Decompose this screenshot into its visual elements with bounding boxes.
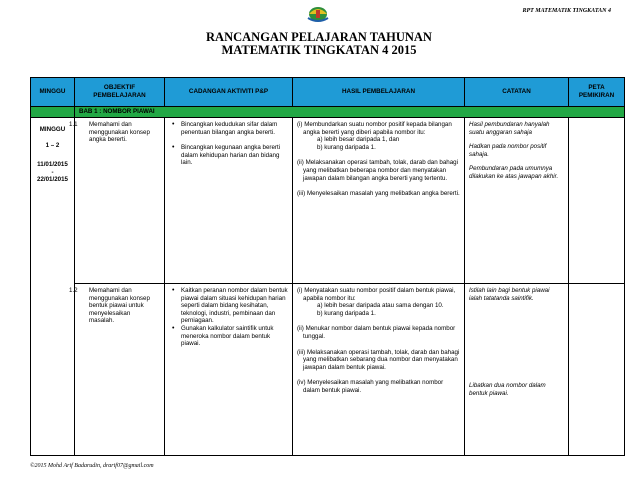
objective-cell: 1.1 Memahami dan menggunakan konsep angka bererti.	[75, 118, 165, 284]
thinking-map-cell	[569, 118, 625, 284]
notes-cell: Hasil pembundaran hanyalah suatu anggaran sahaja Hadkan pada nombor positif sahaja. Pembundaran pada umumnya dilakukan ke atas jawapan akhir.	[465, 118, 569, 284]
table-row	[31, 284, 625, 456]
chapter-label: BAB 1 : NOMBOR PIAWAI	[75, 107, 625, 118]
col-header-cadangan: CADANGAN AKTIVITI P&P	[165, 78, 293, 107]
list-item: • Bincangkan kedudukan sifar dalam penentuan bilangan angka bererti.	[169, 121, 288, 136]
outcome-cell: (i) Menyatakan suatu nombor positif dalam bentuk piawai, apabila nombor itu: a) lebih besar daripada atau sama dengan 10. b) kurang daripada 1. (ii) Menukar nombor dalam bentuk piawai kepada nombor tunggal. (iii) Melaksanakan operasi tambah, tolak, darab dan bahagi yang melibatkan sebarang dua nombor dan menyatakan jawapan dalam bentuk piawai. (iv) Menyelesaikan masalah yang melibatkan nombor dalam bentuk piawai.	[293, 284, 465, 456]
list-item: • Kaitkan peranan nombor dalam bentuk piawai dalam situasi kehidupan harian seperti dalam bidang kesihatan, teknologi, industri, pembinaan dan perniagaan.	[169, 287, 288, 325]
list-item: • Gunakan kalkulator saintifik untuk meneroka nombor dalam bentuk piawai.	[169, 325, 288, 348]
activity-cell	[165, 284, 293, 456]
notes-cell: Istilah lain bagi bentuk piawai ialah tatatanda saintifik. Libatkan dua nombor dalam bentuk piawai.	[465, 284, 569, 456]
table-header-row	[31, 78, 625, 107]
table-row	[31, 118, 625, 284]
lesson-plan-table	[30, 77, 625, 456]
col-header-peta: PETA PEMIKIRAN	[569, 78, 625, 107]
col-header-catatan: CATATAN	[465, 78, 569, 107]
objective-cell: 1.2 Memahami dan menggunakan konsep bentuk piawai untuk menyelesaikan masalah.	[75, 284, 165, 456]
outcome-cell: (i) Membundarkan suatu nombor positif kepada bilangan angka bererti yang diberi apabila nombor itu: a) lebih besar daripada 1, dan b) kurang daripada 1. (ii) Melaksanakan operasi tambah, tolak, darab dan bahagi yang melibatkan beberapa nombor dan menyatakan jawapan dalam bilangan angka bererti yang tertentu. (iii) Menyelesaikan masalah yang melibatkan angka bererti.	[293, 118, 465, 284]
document-title	[0, 31, 638, 57]
col-header-hasil: HASIL PEMBELAJARAN	[293, 78, 465, 107]
col-header-minggu: MINGGU	[31, 78, 75, 107]
school-crest-icon	[306, 4, 330, 24]
week-cell: MINGGU 1 – 2 11/01/2015 - 22/01/2015	[31, 118, 75, 456]
chapter-row	[31, 107, 625, 118]
thinking-map-cell	[569, 284, 625, 456]
footer-copyright: ©2015 Mohd Arif Badarudin, drarif07@gmail.com	[30, 463, 154, 469]
activity-cell	[165, 118, 293, 284]
title-line-2: MATEMATIK TINGKATAN 4 2015	[221, 43, 417, 57]
list-item: • Bincangkan kegunaan angka bererti dalam kehidupan harian dan bidang lain.	[169, 144, 288, 167]
col-header-objektif: OBJEKTIF PEMBELAJARAN	[75, 78, 165, 107]
title-line-1: RANCANGAN PELAJARAN TAHUNAN	[206, 30, 432, 44]
header-note: RPT MATEMATIK TINGKATAN 4	[522, 8, 611, 14]
